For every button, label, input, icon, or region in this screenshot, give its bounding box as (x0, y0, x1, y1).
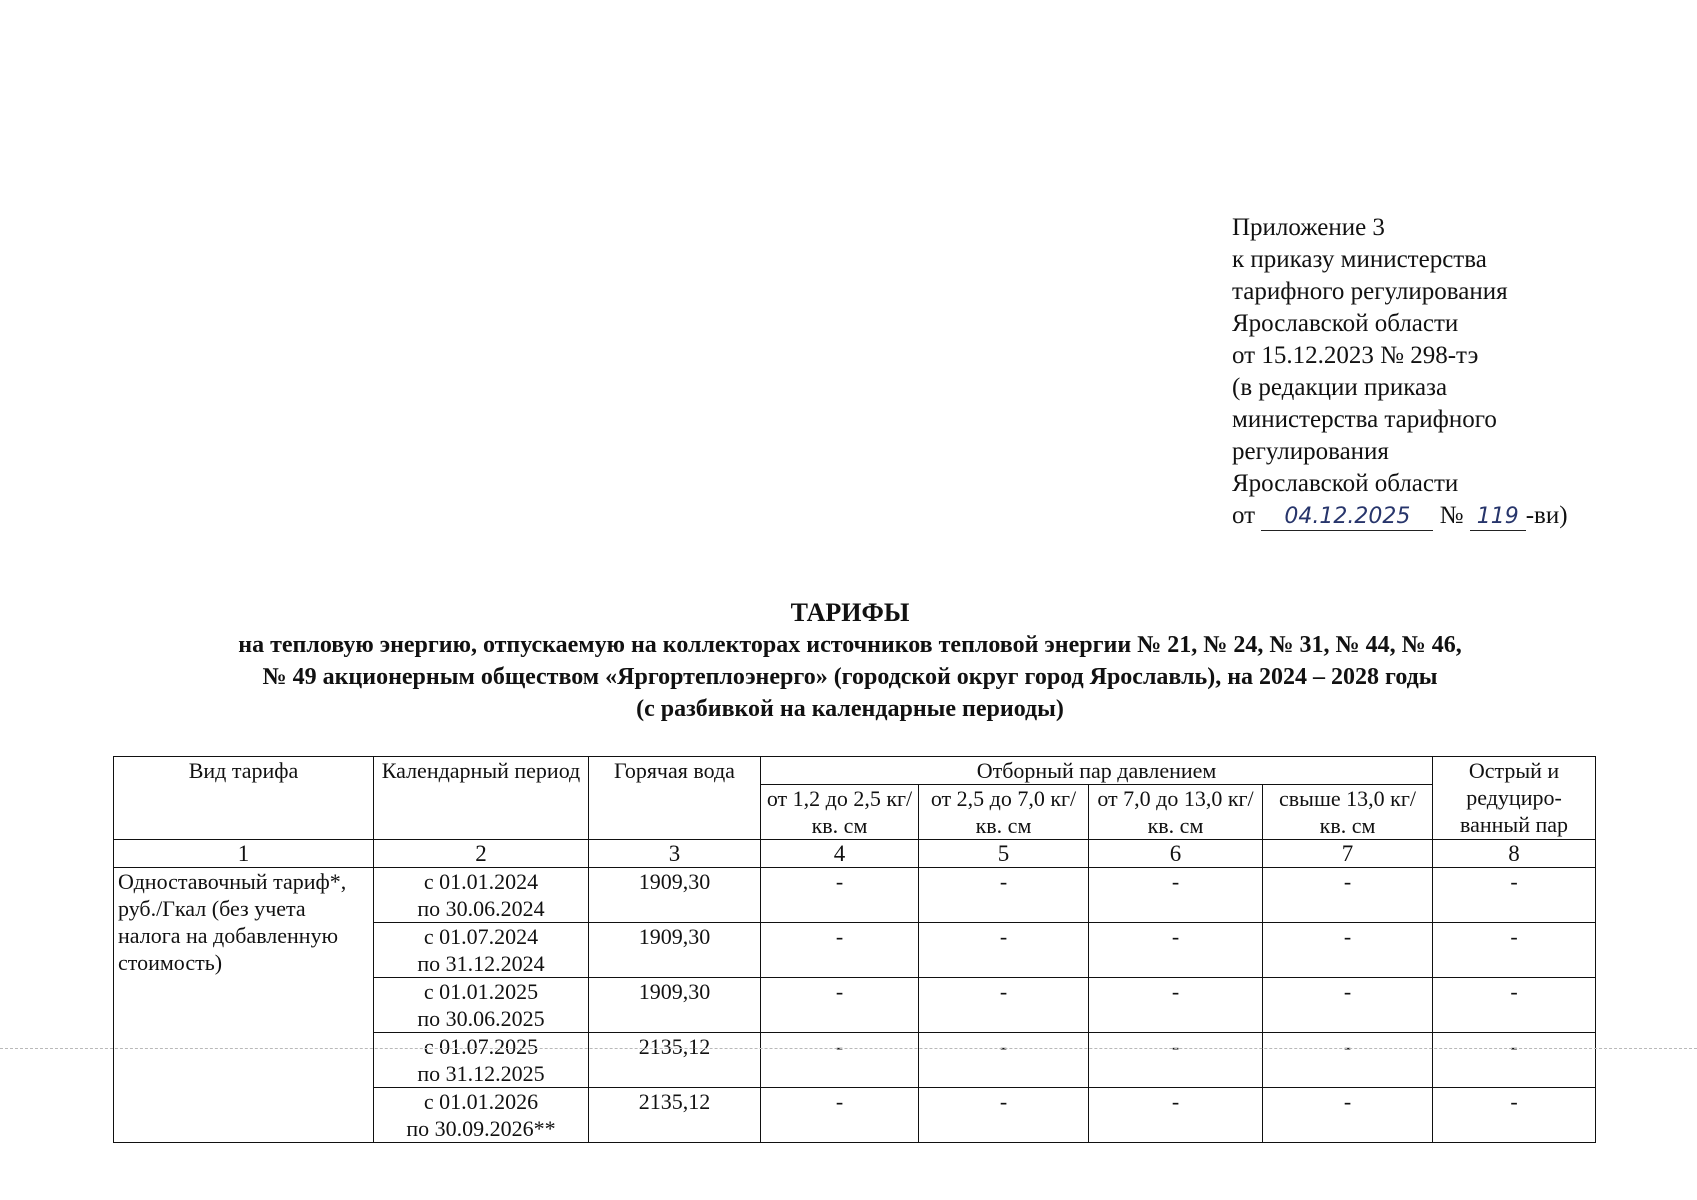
appendix-last-line (1232, 500, 1568, 532)
steam-2-value: - (919, 1088, 1089, 1143)
period-from: с 01.01.2026 (423, 1089, 539, 1114)
hot-water-value: 1909,30 (589, 923, 761, 978)
sharp-steam-value: - (1433, 1033, 1596, 1088)
steam-3-value: - (1089, 1088, 1263, 1143)
steam-2-value: - (919, 1033, 1089, 1088)
hot-water-value: 1909,30 (589, 868, 761, 923)
sharp-steam-value: - (1433, 1088, 1596, 1143)
header-steam-3: от 7,0 до 13,0 кг/ кв. см (1089, 785, 1263, 840)
document-heading (100, 597, 1600, 725)
heading-line-1: на тепловую энергию, отпускаемую на коллекторах источников тепловой энергии № 21, № 24, № 31, № 44, № 46, (238, 632, 1462, 658)
tariff-table (113, 756, 1596, 1143)
appendix-from-prefix: от (1232, 502, 1256, 529)
number-sign: № (1439, 502, 1464, 529)
appendix-line: регулирования (1232, 438, 1389, 465)
period-cell (374, 978, 589, 1033)
sharp-steam-value: - (1433, 978, 1596, 1033)
steam-1-value: - (761, 923, 919, 978)
column-number-row (114, 840, 1596, 868)
handwritten-date: 04.12.2025 (1261, 504, 1433, 531)
appendix-line: Приложение 3 (1232, 214, 1385, 241)
header-steam-4: свыше 13,0 кг/ кв. см (1263, 785, 1433, 840)
period-cell (374, 1088, 589, 1143)
header-steam-group: Отборный пар давлением (761, 757, 1433, 785)
period-to: по 30.06.2025 (417, 1006, 545, 1031)
appendix-line: (в редакции приказа (1232, 374, 1448, 401)
steam-4-value: - (1263, 1033, 1433, 1088)
period-cell (374, 923, 589, 978)
heading-line-2: № 49 акционерным обществом «Яргортеплоэнерго» (городской округ город Ярославль), на 2024 – 2028 годы (262, 664, 1438, 690)
steam-3-value: - (1089, 978, 1263, 1033)
document-title: ТАРИФЫ (790, 598, 910, 627)
hot-water-value: 2135,12 (589, 1088, 761, 1143)
appendix-line: Ярославской области (1232, 470, 1459, 497)
heading-line-3: (с разбивкой на календарные периоды) (636, 696, 1064, 722)
period-from: с 01.01.2025 (423, 979, 539, 1004)
hot-water-value: 2135,12 (589, 1033, 761, 1088)
period-to: по 31.12.2025 (417, 1061, 545, 1086)
header-steam-1: от 1,2 до 2,5 кг/ кв. см (761, 785, 919, 840)
appendix-line: Ярославской области (1232, 310, 1459, 337)
column-number: 8 (1433, 840, 1596, 868)
header-sharp-steam: Острый и редуциро-ванный пар (1433, 757, 1596, 840)
steam-4-value: - (1263, 978, 1433, 1033)
column-number: 7 (1263, 840, 1433, 868)
appendix-line: к приказу министерства (1232, 246, 1487, 273)
period-from: с 01.07.2025 (423, 1034, 539, 1059)
steam-4-value: - (1263, 868, 1433, 923)
appendix-line: министерства тарифного (1232, 406, 1497, 433)
steam-3-value: - (1089, 868, 1263, 923)
steam-3-value: - (1089, 923, 1263, 978)
header-steam-2: от 2,5 до 7,0 кг/ кв. см (919, 785, 1089, 840)
appendix-line: от 15.12.2023 № 298-тэ (1232, 342, 1479, 369)
column-number: 6 (1089, 840, 1263, 868)
tariff-kind-cell: Одноставочный тариф*, руб./Гкал (без учета налога на добавленную стоимость) (114, 868, 374, 1143)
steam-1-value: - (761, 868, 919, 923)
appendix-block (1232, 212, 1568, 532)
steam-4-value: - (1263, 923, 1433, 978)
steam-2-value: - (919, 868, 1089, 923)
period-to: по 30.09.2026** (406, 1116, 556, 1141)
steam-1-value: - (761, 1088, 919, 1143)
steam-3-value: - (1089, 1033, 1263, 1088)
column-number: 3 (589, 840, 761, 868)
period-to: по 31.12.2024 (417, 951, 545, 976)
steam-1-value: - (761, 1033, 919, 1088)
period-cell (374, 868, 589, 923)
period-from: с 01.01.2024 (423, 869, 539, 894)
column-number: 1 (114, 840, 374, 868)
header-tariff-kind: Вид тарифа (114, 757, 374, 840)
steam-4-value: - (1263, 1088, 1433, 1143)
hot-water-value: 1909,30 (589, 978, 761, 1033)
scan-artifact-line (0, 1048, 1697, 1049)
steam-2-value: - (919, 923, 1089, 978)
steam-2-value: - (919, 978, 1089, 1033)
steam-1-value: - (761, 978, 919, 1033)
handwritten-number: 119 (1470, 504, 1526, 531)
table-row (114, 868, 1596, 923)
period-cell (374, 1033, 589, 1088)
column-number: 4 (761, 840, 919, 868)
sharp-steam-value: - (1433, 923, 1596, 978)
period-to: по 30.06.2024 (417, 896, 545, 921)
column-number: 2 (374, 840, 589, 868)
header-period: Календарный период (374, 757, 589, 840)
sharp-steam-value: - (1433, 868, 1596, 923)
appendix-suffix: -ви) (1525, 502, 1568, 529)
header-hot-water: Горячая вода (589, 757, 761, 840)
appendix-line: тарифного регулирования (1232, 278, 1508, 305)
column-number: 5 (919, 840, 1089, 868)
period-from: с 01.07.2024 (423, 924, 539, 949)
